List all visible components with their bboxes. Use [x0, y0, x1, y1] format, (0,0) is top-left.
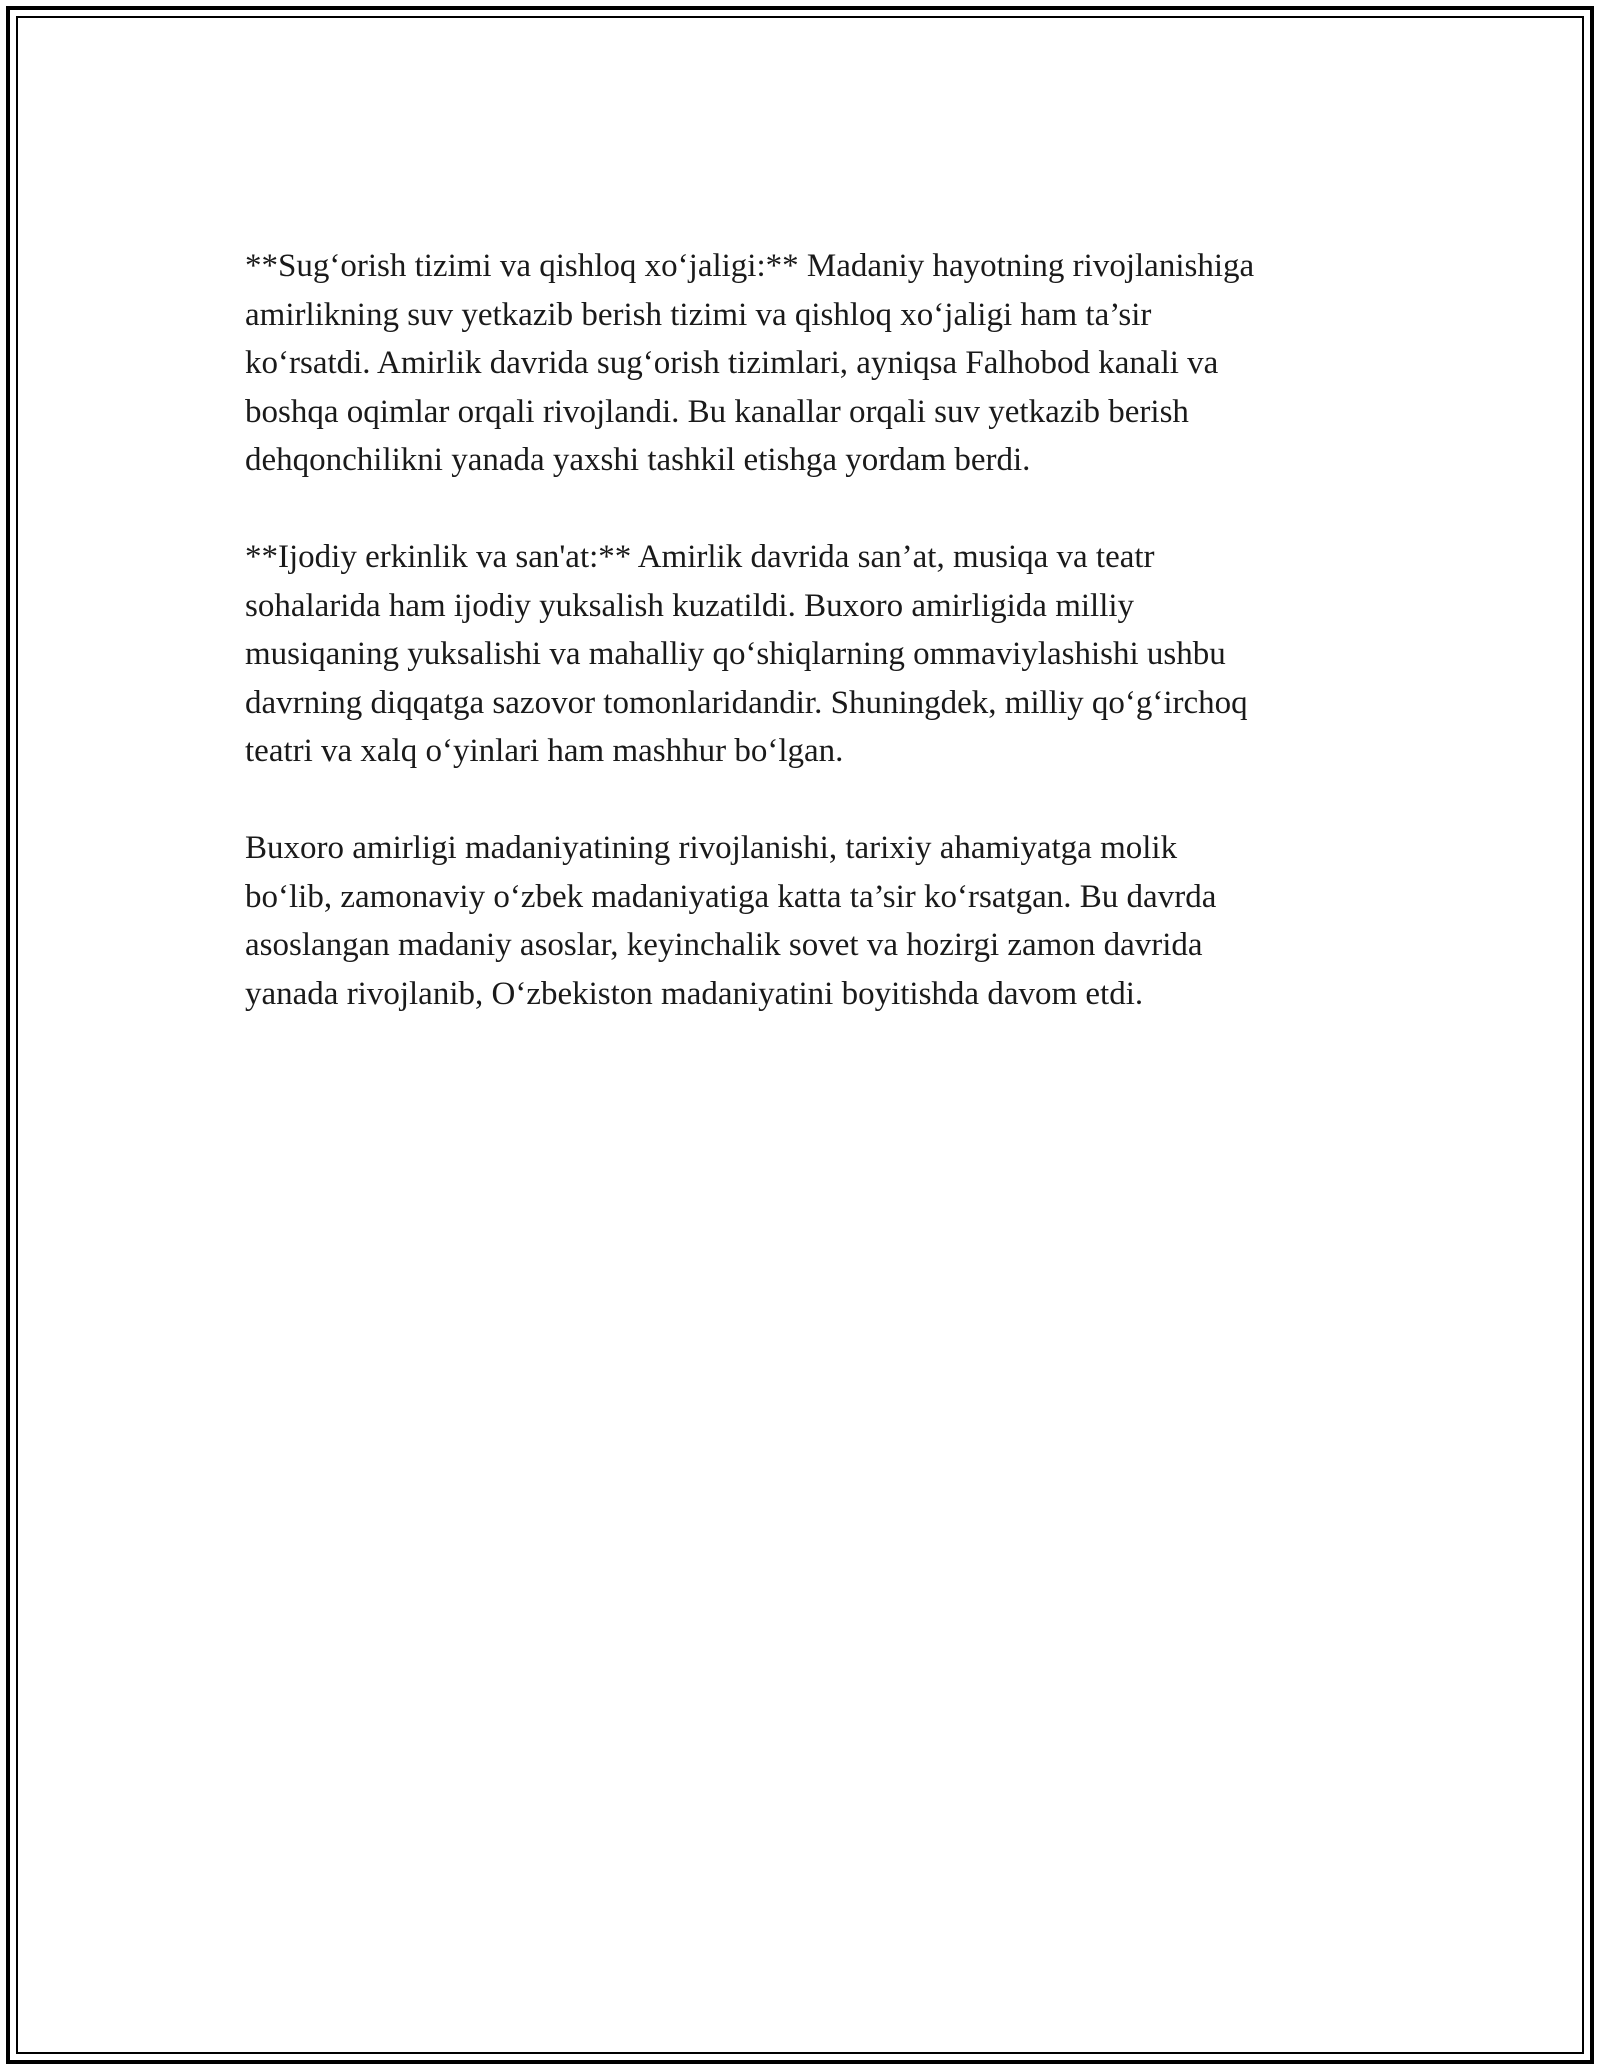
document-body [245, 242, 1385, 1067]
paragraph-conclusion: Buxoro amirligi madaniyatining rivojlanishi, tarixiy ahamiyatga molik bo‘lib, zamonaviy o‘zbek madaniyatiga katta ta’sir ko‘rsatgan. Bu davrda asoslangan madaniy asoslar, keyinchalik sovet va hozirgi zamon davrida yanada rivojlanib, O‘zbekiston madaniyatini boyitishda davom etdi. [245, 830, 1217, 1012]
paragraph-creative-freedom: **Ijodiy erkinlik va san'at:** Amirlik davrida san’at, musiqa va teatr sohalarida ham ijodiy yuksalish kuzatildi. Buxoro amirligida milliy musiqaning yuksalishi va mahalliy qo‘shiqlarning ommaviylashishi ushbu davrning diqqatga sazovor tomonlaridandir. Shuningdek, milliy qo‘g‘irchoq teatri va xalq o‘yinlari ham mashhur bo‘lgan. [245, 539, 1248, 769]
page-border [6, 6, 1594, 2064]
paragraph-irrigation: **Sug‘orish tizimi va qishloq xo‘jaligi:** Madaniy hayotning rivojlanishiga amirlikning suv yetkazib berish tizimi va qishloq xo‘jaligi ham ta’sir ko‘rsatdi. Amirlik davrida sug‘orish tizimlari, ayniqsa Falhobod kanali va boshqa oqimlar orqali rivojlandi. Bu kanallar orqali suv yetkazib berish dehqonchilikni yanada yaxshi tashkil etishga yordam berdi. [245, 248, 1255, 478]
